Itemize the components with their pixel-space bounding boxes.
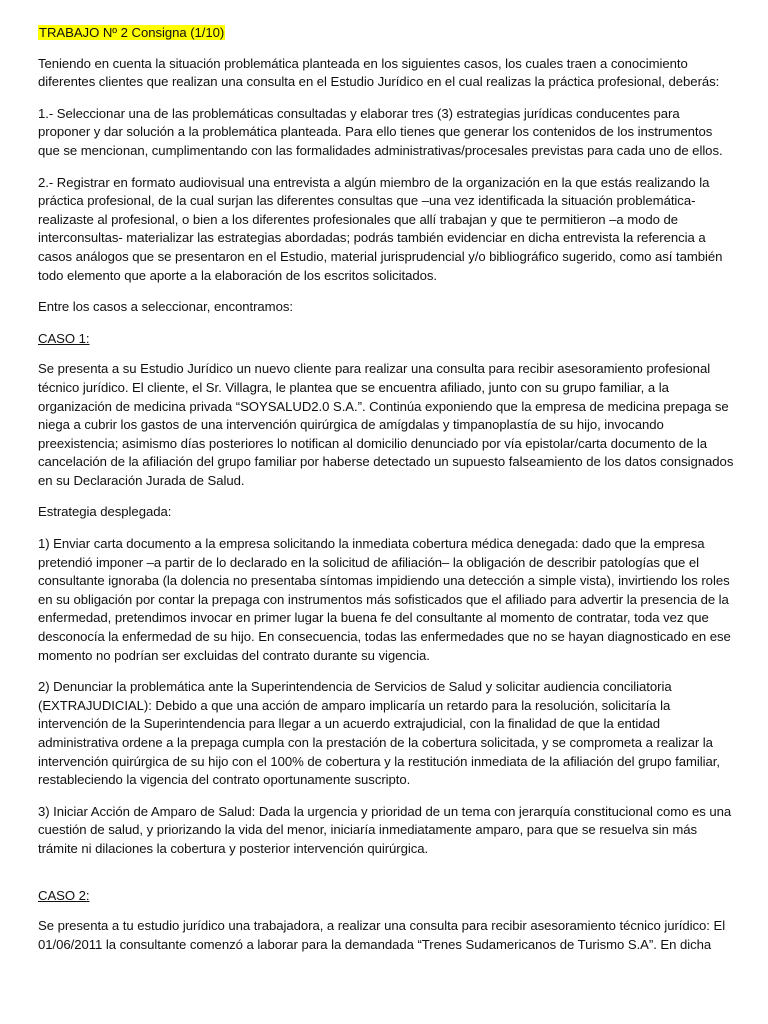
strategy-two-paragraph: 2) Denunciar la problemática ante la Superintendencia de Servicios de Salud y solicitar audiencia conciliatoria (EXTRAJUDICIAL): Debido a que una acción de amparo implicaría un retardo para la resolución, solicitaría la intervención de la Superintendencia para llegar a un acuerdo extrajudicial, con la finalidad de que la entidad administrativa ordene a la prepaga cumpla con la prestación de la cobertura solicitada, y se comprometa a realizar la intervención quirúrgica de su hijo con el 100% de cobertura y la restitución inmediata de la afiliación del grupo familiar, restableciendo la vigencia del contrato oportunamente suscripto.	[38, 679, 720, 788]
case-one-heading: CASO 1:	[38, 330, 90, 346]
case-two-paragraph: Se presenta a tu estudio jurídico una trabajadora, a realizar una consulta para recibir asesoramiento técnico jurídico: El 01/06/2011 la consultante comenzó a laborar para la demandada “Trenes Sudamericanos de Turismo S.A”. En dicha	[38, 918, 726, 952]
case-one-paragraph: Se presenta a su Estudio Jurídico un nuevo cliente para realizar una consulta para recibir asesoramiento profesional técnico jurídico. El cliente, el Sr. Villagra, le plantea que se encuentra afiliado, junto con su grupo familiar, a la organización de medicina privada “SOYSALUD2.0 S.A.”. Continúa exponiendo que la empresa de medicina prepaga se niega a cubrir los gastos de una intervención quirúrgica de amígdalas y timpanoplastía de su hijo, invocando preexistencia; asimismo días posteriores lo notifican al domicilio denunciado por vía epistolar/carta documento de la cancelación de la afiliación del grupo familiar por haberse detectado un supuesto falseamiento de los datos consignados en su Declaración Jurada de Salud.	[38, 361, 734, 488]
case-two-heading: CASO 2:	[38, 887, 90, 903]
instruction-one-paragraph: 1.- Seleccionar una de las problemáticas consultadas y elaborar tres (3) estrategias jurídicas conducentes para proponer y dar solución a la problemática planteada. Para ello tienes que generar los contenidos de los instrumentos que se mencionan, cumplimentando con las formalidades administrativas/procesales previstas para cada uno de ellos.	[38, 105, 723, 158]
document-page	[38, 24, 734, 967]
strategy-three-paragraph: 3) Iniciar Acción de Amparo de Salud: Dada la urgencia y prioridad de un tema con jerarquía constitucional como es una cuestión de salud, y priorizando la vida del menor, iniciaría inmediatamente amparo, para que se resuelva sin más trámite ni dilaciones la cobertura y posterior intervención quirúrgica.	[38, 803, 732, 856]
intro-paragraph: Teniendo en cuenta la situación problemática planteada en los siguientes casos, los cuales traen a conocimiento diferentes clientes que realizan una consulta en el Estudio Jurídico en el cual realizas la práctica profesional, deberás:	[38, 55, 720, 90]
strategy-one-paragraph: 1) Enviar carta documento a la empresa solicitando la inmediata cobertura médica denegada: dado que la empresa pretendió imponer –a partir de lo declarado en la solicitud de afiliación– la obligación de describir patologías que el consultante ignoraba (la dolencia no presentaba síntomas impidiendo una detección a simple vista), invirtiendo los roles en su obligación por contar la prepaga con instrumentos más sofisticados que el afiliado para advertir la presencia de la enfermedad, pretendimos invocar en primer lugar la buena fe del consultante al momento de contratar, toda vez que desconocía la enfermedad de su hijo. En consecuencia, todas las enfermedades que no se hayan diagnosticado en ese momento no podrían ser excluidas del contrato durante su vigencia.	[38, 536, 731, 663]
instruction-two-paragraph: 2.- Registrar en formato audiovisual una entrevista a algún miembro de la organización en la que estás realizando la práctica profesional, de la cual surjan las diferentes consultas que –una vez identificada la situación problemática-realizaste al profesional, o bien a los diferentes profesionales que allí trabajan y que te permitieron –a modo de interconsultas- materializar las estrategias abordadas; podrás también evidenciar en dicha entrevista la referencia a casos análogos que se presentaron en el Estudio, material jurisprudencial y/o bibliográfico sugerido, como así también todo elemento que aporte a la elaboración de los escritos solicitados.	[38, 174, 723, 283]
highlighted-title-text: TRABAJO Nº 2 Consigna (1/10)	[39, 25, 225, 40]
strategy-heading: Estrategia desplegada:	[38, 504, 172, 520]
cases-intro-paragraph: Entre los casos a seleccionar, encontramos:	[38, 299, 293, 315]
document-title	[38, 24, 734, 43]
